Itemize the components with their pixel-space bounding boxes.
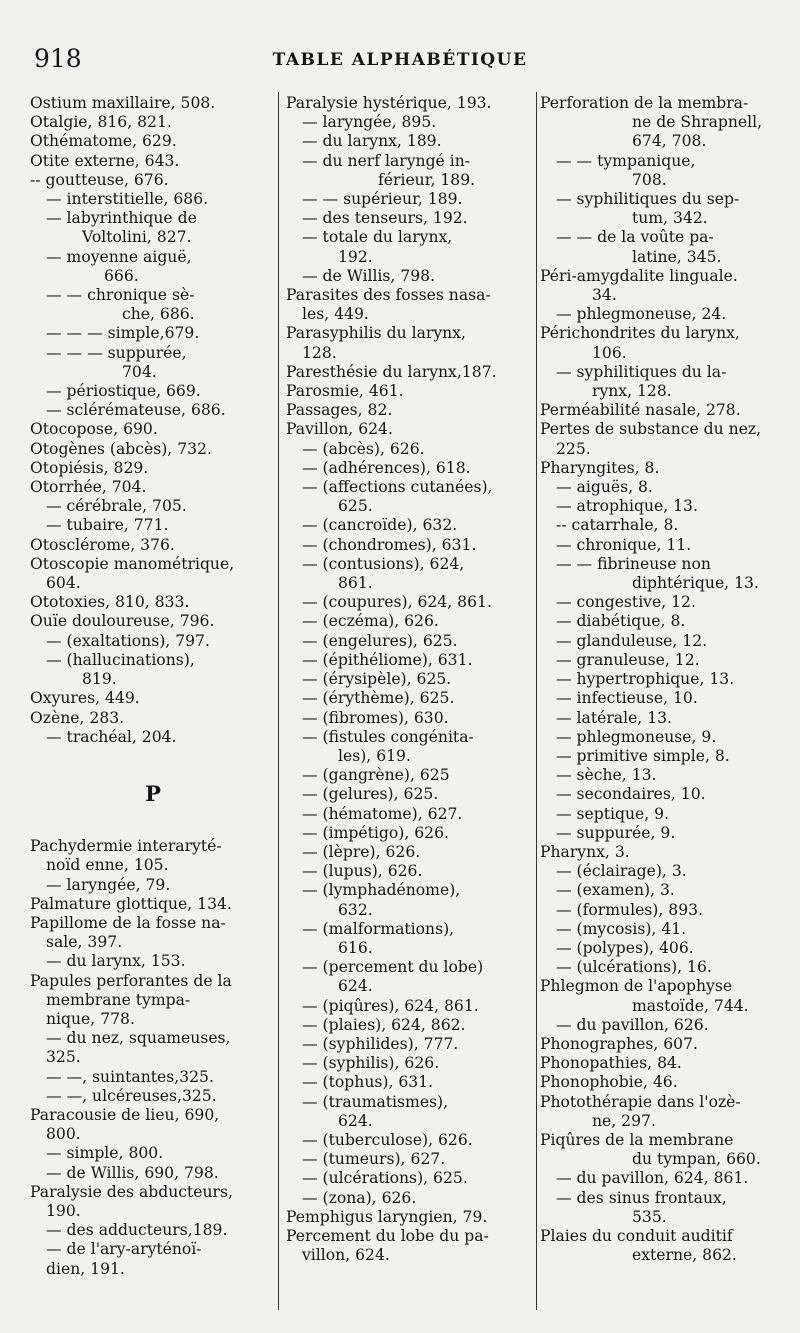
index-subentry: 819. <box>82 670 117 689</box>
index-subentry: — — fibrineuse non <box>556 554 711 573</box>
index-subentry: — (percement du lobe) <box>302 958 484 977</box>
index-entry: Plaies du conduit auditif <box>540 1226 733 1245</box>
index-subentry: — (contusions), 624, <box>302 554 465 573</box>
index-subentry: 632. <box>338 900 373 919</box>
index-subentry: latine, 345. <box>632 247 722 266</box>
index-subentry: — (érythème), 625. <box>302 689 455 708</box>
index-subentry: — (piqûres), 624, 861. <box>302 996 479 1015</box>
index-subentry: 106. <box>592 343 627 362</box>
index-entry: Otogènes (abcès), 732. <box>30 439 212 458</box>
index-subentry: — (polypes), 406. <box>556 938 694 957</box>
index-subentry: — du larynx, 153. <box>46 952 186 971</box>
index-subentry: — sèche, 13. <box>556 766 657 785</box>
index-subentry: — de Willis, 690, 798. <box>46 1163 219 1182</box>
index-subentry: ne de Shrapnell, <box>632 113 763 132</box>
index-subentry: — sclérémateuse, 686. <box>46 401 226 420</box>
index-subentry: — de l'ary-aryténoï- <box>46 1240 202 1259</box>
index-subentry: — (tumeurs), 627. <box>302 1150 446 1169</box>
index-entry: Paracousie de lieu, 690, <box>30 1105 220 1124</box>
index-subentry: 625. <box>338 497 373 516</box>
index-subentry: 190. <box>46 1201 81 1220</box>
index-subentry: — simple, 800. <box>46 1144 164 1163</box>
index-subentry: — infectieuse, 10. <box>556 689 698 708</box>
index-subentry: — suppurée, 9. <box>556 823 676 842</box>
index-subentry: — (examen), 3. <box>556 881 675 900</box>
index-subentry: — syphilitiques du sep- <box>556 190 740 209</box>
index-subentry: noïd enne, 105. <box>46 856 169 875</box>
index-subentry: — (affections cutanées), <box>302 478 493 497</box>
index-entry: Phonographes, 607. <box>540 1034 698 1053</box>
index-subentry: 800. <box>46 1125 81 1144</box>
page-number: 918 <box>34 44 82 73</box>
index-subentry: — granuleuse, 12. <box>556 650 700 669</box>
index-subentry: — (malformations), <box>302 919 455 938</box>
index-subentry: rynx, 128. <box>592 382 672 401</box>
index-subentry: — (cancroïde), 632. <box>302 516 458 535</box>
index-subentry: — cérébrale, 705. <box>46 497 187 516</box>
index-subentry: — — — suppurée, <box>46 343 187 362</box>
index-subentry: — congestive, 12. <box>556 593 696 612</box>
index-entry: Pemphigus laryngien, 79. <box>286 1207 488 1226</box>
index-entry: Pharyngites, 8. <box>540 458 660 477</box>
index-entry: Pharynx, 3. <box>540 842 630 861</box>
index-subentry: — (traumatismes), <box>302 1092 449 1111</box>
index-subentry: 616. <box>338 938 373 957</box>
index-subentry: — (eczéma), 626. <box>302 612 439 631</box>
index-subentry: — (hématome), 627. <box>302 804 463 823</box>
index-entry: -- goutteuse, 676. <box>30 170 169 189</box>
index-entry: Ototoxies, 810, 833. <box>30 593 190 612</box>
index-entry: Ostium maxillaire, 508. <box>30 94 216 112</box>
index-entry: Parosmie, 461. <box>286 382 404 401</box>
index-subentry: — (syphilis), 626. <box>302 1054 440 1073</box>
index-entry: Ouïe douloureuse, 796. <box>30 612 215 631</box>
index-subentry: — des tenseurs, 192. <box>302 209 468 228</box>
index-entry: Pavillon, 624. <box>286 420 393 439</box>
section-letter: P <box>145 780 161 806</box>
index-entry: Piqûres de la membrane <box>540 1130 734 1149</box>
index-subentry: — (impétigo), 626. <box>302 823 449 842</box>
index-subentry: Voltolini, 827. <box>82 228 192 247</box>
index-subentry: — (engelures), 625. <box>302 631 458 650</box>
index-subentry: — (hallucinations), <box>46 650 195 669</box>
index-subentry: — (formules), 893. <box>556 900 704 919</box>
index-entry: Palmature glottique, 134. <box>30 894 232 913</box>
index-subentry: — des sinus frontaux, <box>556 1188 727 1207</box>
index-subentry: 666. <box>104 266 139 285</box>
index-subentry: 128. <box>302 343 337 362</box>
index-subentry: — tubaire, 771. <box>46 516 169 535</box>
index-subentry: — secondaires, 10. <box>556 785 706 804</box>
index-subentry: — (ulcérations), 16. <box>556 958 712 977</box>
index-entry: Phonophobie, 46. <box>540 1073 678 1092</box>
index-column-1 <box>30 94 276 1279</box>
index-subentry: — glanduleuse, 12. <box>556 631 708 650</box>
index-subentry: — (coupures), 624, 861. <box>302 593 492 612</box>
index-subentry: — —, suintantes,325. <box>46 1067 214 1086</box>
index-subentry: nique, 778. <box>46 1009 135 1028</box>
index-entry: Otopiésis, 829. <box>30 458 149 477</box>
index-subentry: tum, 342. <box>632 209 708 228</box>
index-subentry: 704. <box>122 362 157 381</box>
index-entry: Otorrhée, 704. <box>30 478 147 497</box>
index-subentry: — (gangrène), 625 <box>302 766 450 785</box>
index-subentry: — (mycosis), 41. <box>556 919 687 938</box>
index-subentry: — (tophus), 631. <box>302 1073 434 1092</box>
index-subentry: les, 449. <box>302 305 369 324</box>
index-entry: Perforation de la membra- <box>540 94 749 112</box>
index-subentry: — chronique, 11. <box>556 535 692 554</box>
index-subentry: — diabétique, 8. <box>556 612 686 631</box>
index-entry: Perméabilité nasale, 278. <box>540 401 741 420</box>
index-subentry: — phlegmoneuse, 24. <box>556 305 727 324</box>
index-entry: Paralysie hystérique, 193. <box>286 94 492 112</box>
index-subentry: — totale du larynx, <box>302 228 453 247</box>
index-subentry: — (tuberculose), 626. <box>302 1130 473 1149</box>
index-subentry: — — — simple,679. <box>46 324 200 343</box>
index-subentry: — —, ulcéreuses,325. <box>46 1086 217 1105</box>
index-subentry: -- catarrhale, 8. <box>556 516 679 535</box>
index-subentry: — du nez, squameuses, <box>46 1029 231 1048</box>
index-subentry: villon, 624. <box>302 1246 390 1265</box>
index-entry: Phlegmon de l'apophyse <box>540 977 733 996</box>
index-entry: Otite externe, 643. <box>30 151 180 170</box>
index-subentry: mastoïde, 744. <box>632 996 749 1015</box>
index-subentry: — (chondromes), 631. <box>302 535 477 554</box>
index-subentry: sale, 397. <box>46 933 123 952</box>
index-entry: Othématome, 629. <box>30 132 177 151</box>
index-subentry: — phlegmoneuse, 9. <box>556 727 717 746</box>
index-entry: Otoscopie manométrique, <box>30 554 235 573</box>
index-subentry: — de Willis, 798. <box>302 266 436 285</box>
index-entry: Paralysie des abducteurs, <box>30 1182 233 1201</box>
index-subentry: — (syphilides), 777. <box>302 1034 459 1053</box>
index-subentry: — trachéal, 204. <box>46 727 177 746</box>
index-subentry: 34. <box>592 286 617 305</box>
index-subentry: ne, 297. <box>592 1111 656 1130</box>
index-subentry: — du larynx, 189. <box>302 132 442 151</box>
index-subentry: — (éclairage), 3. <box>556 862 687 881</box>
index-entry: Phonopathies, 84. <box>540 1054 682 1073</box>
index-entry: Parasites des fosses nasa- <box>286 286 491 305</box>
index-subentry: — (épithéliome), 631. <box>302 650 473 669</box>
index-subentry: du tympan, 660. <box>632 1150 761 1169</box>
running-title: TABLE ALPHABÉTIQUE <box>272 50 528 70</box>
index-subentry: — (zona), 626. <box>302 1188 417 1207</box>
index-entry: Otalgie, 816, 821. <box>30 113 172 132</box>
index-column-2 <box>286 94 534 1265</box>
index-subentry: — interstitielle, 686. <box>46 190 209 209</box>
index-subentry: 624. <box>338 1111 373 1130</box>
index-subentry: 624. <box>338 977 373 996</box>
index-entry: Papillome de la fosse na- <box>30 913 226 932</box>
index-subentry: — (gelures), 625. <box>302 785 439 804</box>
index-subentry: — (lupus), 626. <box>302 862 423 881</box>
index-subentry: — (exaltations), 797. <box>46 631 210 650</box>
index-subentry: 535. <box>632 1207 667 1226</box>
index-entry: Otocopose, 690. <box>30 420 158 439</box>
index-subentry: — — supérieur, 189. <box>302 190 463 209</box>
index-subentry: — (érysipèle), 625. <box>302 670 452 689</box>
index-subentry: 225. <box>556 439 591 458</box>
index-subentry: 325. <box>46 1048 81 1067</box>
index-subentry: — du pavillon, 624, 861. <box>556 1169 749 1188</box>
index-entry: Papules perforantes de la <box>30 971 232 990</box>
index-subentry: — (lymphadénome), <box>302 881 461 900</box>
index-entry: Pertes de substance du nez, <box>540 420 762 439</box>
index-entry: Photothérapie dans l'ozè- <box>540 1092 741 1111</box>
index-subentry: — du nerf laryngé in- <box>302 151 471 170</box>
index-entry: Otosclérome, 376. <box>30 535 175 554</box>
index-subentry: dien, 191. <box>46 1259 125 1278</box>
index-entry: Percement du lobe du pa- <box>286 1226 489 1245</box>
index-subentry: — syphilitiques du la- <box>556 362 727 381</box>
index-entry: Oxyures, 449. <box>30 689 140 708</box>
index-subentry: diphtérique, 13. <box>632 574 759 593</box>
index-entry: Ozène, 283. <box>30 708 125 727</box>
index-subentry: 708. <box>632 170 667 189</box>
index-subentry: — hypertrophique, 13. <box>556 670 735 689</box>
index-subentry: che, 686. <box>122 305 195 324</box>
index-subentry: — — tympanique, <box>556 151 696 170</box>
index-subentry: — atrophique, 13. <box>556 497 698 516</box>
index-subentry: — — de la voûte pa- <box>556 228 714 247</box>
index-subentry: 861. <box>338 574 373 593</box>
index-subentry: — moyenne aiguë, <box>46 247 192 266</box>
index-subentry: les), 619. <box>338 746 411 765</box>
index-subentry: — du pavillon, 626. <box>556 1015 709 1034</box>
index-subentry: — septique, 9. <box>556 804 670 823</box>
index-subentry: — des adducteurs,189. <box>46 1221 228 1240</box>
index-subentry: — périostique, 669. <box>46 382 201 401</box>
column-divider <box>536 92 537 1310</box>
index-subentry: 604. <box>46 574 81 593</box>
index-subentry: — (plaies), 624, 862. <box>302 1015 466 1034</box>
index-subentry: — aiguës, 8. <box>556 478 653 497</box>
page-header <box>34 44 766 78</box>
index-entry: Paresthésie du larynx,187. <box>286 362 497 381</box>
index-subentry: — laryngée, 79. <box>46 875 171 894</box>
index-subentry: membrane tympa- <box>46 990 191 1009</box>
index-subentry: — labyrinthique de <box>46 209 197 228</box>
column-divider <box>278 92 279 1310</box>
index-subentry: — latérale, 13. <box>556 708 673 727</box>
index-entry: Péri-amygdalite linguale. <box>540 266 738 285</box>
index-entry: Pachydermie interaryté- <box>30 837 222 856</box>
index-subentry: — (abcès), 626. <box>302 439 425 458</box>
index-subentry: férieur, 189. <box>378 170 476 189</box>
index-subentry: — laryngée, 895. <box>302 113 437 132</box>
index-subentry: — (lèpre), 626. <box>302 842 421 861</box>
index-subentry: — (fistules congénita- <box>302 727 474 746</box>
index-entry: Passages, 82. <box>286 401 393 420</box>
index-subentry: 192. <box>338 247 373 266</box>
index-subentry: — (adhérences), 618. <box>302 458 471 477</box>
index-subentry: externe, 862. <box>632 1246 737 1265</box>
index-subentry: — (ulcérations), 625. <box>302 1169 468 1188</box>
index-subentry: — — chronique sè- <box>46 286 195 305</box>
index-subentry: — primitive simple, 8. <box>556 746 730 765</box>
index-entry: Périchondrites du larynx, <box>540 324 740 343</box>
index-column-3 <box>540 94 788 1265</box>
index-entry: Parasyphilis du larynx, <box>286 324 466 343</box>
index-subentry: — (fibromes), 630. <box>302 708 449 727</box>
index-subentry: 674, 708. <box>632 132 707 151</box>
